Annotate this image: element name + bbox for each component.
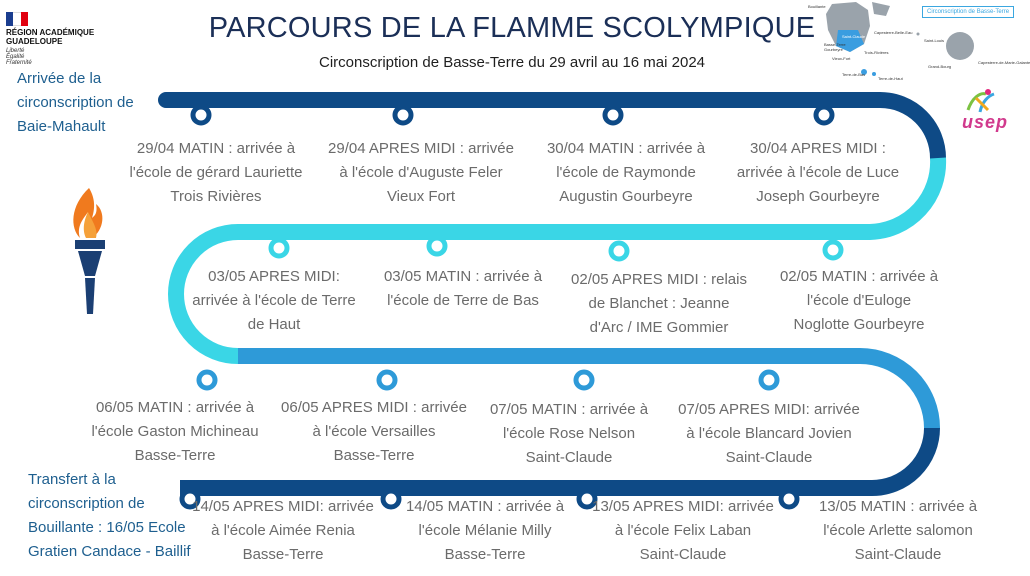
stop-line: d'Arc / IME Gommier xyxy=(589,319,729,336)
stop-label xyxy=(592,495,774,567)
stop-line: Saint-Claude xyxy=(854,546,942,563)
stop-line: l'école de Terre de Bas xyxy=(387,292,539,309)
start-note-line: Baie-Mahault xyxy=(17,118,106,135)
stop-marker-5 xyxy=(271,240,287,256)
stop-line: 29/04 MATIN : arrivée à xyxy=(136,140,296,157)
stop-line: l'école de gérard Lauriette xyxy=(129,164,303,181)
map-place: Vieux-Fort xyxy=(832,56,851,61)
stop-line: l'école d'Euloge xyxy=(806,292,912,309)
stop-line: à l'école Aimée Renia xyxy=(211,522,355,539)
stop-line: 13/05 APRES MIDI: arrivée xyxy=(592,498,774,515)
stop-line: 07/05 MATIN : arrivée à xyxy=(489,401,649,418)
stop-line: 02/05 APRES MIDI : relais xyxy=(571,271,747,288)
french-flag-icon xyxy=(6,12,28,26)
map-place: Saint-Claude xyxy=(842,34,866,39)
stop-line: Saint-Claude xyxy=(725,449,813,466)
stop-line: arrivée à l'école de Luce xyxy=(736,164,900,181)
usep-wordmark: usep xyxy=(962,112,1009,132)
stop-line: l'école Gaston Michineau xyxy=(91,423,259,440)
stop-line: à l'école Versailles xyxy=(312,423,436,440)
motto-liberte: Liberté xyxy=(6,48,25,54)
stop-marker-14 xyxy=(383,491,399,507)
stop-line: Basse-Terre xyxy=(242,546,324,563)
stop-line: 06/05 APRES MIDI : arrivée xyxy=(281,399,467,416)
page-subtitle: Circonscription de Basse-Terre du 29 avril au 16 mai 2024 xyxy=(318,54,706,71)
map-place: Gourbeyre xyxy=(824,47,843,52)
stop-marker-4 xyxy=(816,107,832,123)
stop-label xyxy=(281,396,467,468)
stop-label xyxy=(547,137,705,209)
stop-line: arrivée à l'école de Terre xyxy=(192,292,356,309)
stop-label xyxy=(192,265,356,337)
stop-marker-7 xyxy=(611,243,627,259)
stop-line: l'école Arlette salomon xyxy=(823,522,973,539)
stop-line: 03/05 APRES MIDI: xyxy=(208,268,340,285)
stop-line: 30/04 MATIN : arrivée à xyxy=(546,140,706,157)
stop-line: 14/05 MATIN : arrivée à xyxy=(405,498,565,515)
map-place: Trois-Rivières xyxy=(864,50,889,55)
stop-label xyxy=(780,265,938,337)
end-note xyxy=(28,468,191,564)
stop-label xyxy=(384,265,542,313)
stop-line: à l'école Blancard Jovien xyxy=(686,425,852,442)
page-title: PARCOURS DE LA FLAMME SCOLYMPIQUE xyxy=(208,12,816,44)
circonscription-map xyxy=(806,0,1030,92)
stop-line: 29/04 APRES MIDI : arrivée xyxy=(328,140,514,157)
stop-line: de Haut xyxy=(247,316,301,333)
stop-marker-6 xyxy=(429,238,445,254)
end-note-line: Bouillante : 16/05 Ecole xyxy=(28,519,186,536)
map-place: Capesterre-Belle-Eau xyxy=(874,30,913,35)
map-place: Terre-de-Haut xyxy=(878,76,903,81)
stop-label xyxy=(678,398,860,470)
stop-label xyxy=(737,137,899,209)
map-legend: Circonscription de Basse-Terre xyxy=(922,6,1014,18)
stop-line: Basse-Terre xyxy=(134,447,216,464)
stop-marker-3 xyxy=(605,107,621,123)
stop-line: Joseph Gourbeyre xyxy=(756,188,880,205)
end-note-line: Transfert à la xyxy=(28,471,116,488)
map-place: Grand-Bourg xyxy=(928,64,952,69)
map-place: Terre-de-Bas xyxy=(842,72,866,77)
stop-marker-9 xyxy=(199,372,215,388)
map-place: Bouillante xyxy=(808,4,826,9)
stop-line: 02/05 MATIN : arrivée à xyxy=(779,268,939,285)
region-name-line2: GUADELOUPE xyxy=(6,37,63,46)
usep-logo xyxy=(958,88,1024,148)
stop-marker-1 xyxy=(193,107,209,123)
stop-line: à l'école d'Auguste Feler xyxy=(339,164,503,181)
stop-label xyxy=(192,495,374,567)
torch-icon xyxy=(73,188,105,314)
stop-line: l'école Mélanie Milly xyxy=(418,522,552,539)
start-note xyxy=(17,67,134,139)
stop-line: Trois Rivières xyxy=(170,188,262,205)
end-note-line: circonscription de xyxy=(28,495,145,512)
stop-line: de Blanchet : Jeanne xyxy=(588,295,730,312)
region-logo xyxy=(6,12,116,66)
stop-line: 14/05 APRES MIDI: arrivée xyxy=(192,498,374,515)
stop-label xyxy=(91,396,258,468)
stop-line: Basse-Terre xyxy=(333,447,415,464)
stop-marker-11 xyxy=(576,372,592,388)
map-place: Capesterre-de-Marie-Galante xyxy=(978,60,1030,65)
map-place: Saint-Louis xyxy=(924,38,945,43)
map-place: Basse-Terre xyxy=(824,42,846,47)
stop-marker-2 xyxy=(395,107,411,123)
region-name-line1: RÉGION ACADÉMIQUE xyxy=(6,28,95,37)
stop-line: Basse-Terre xyxy=(444,546,526,563)
stop-marker-10 xyxy=(379,372,395,388)
stop-label xyxy=(406,495,564,567)
motto-egalite: Égalité xyxy=(6,54,25,60)
stop-line: 07/05 APRES MIDI: arrivée xyxy=(678,401,860,418)
stop-line: Vieux Fort xyxy=(386,188,456,205)
start-note-line: circonscription de xyxy=(17,94,134,111)
stop-label xyxy=(571,268,747,340)
end-note-line: Gratien Candace - Baillif xyxy=(28,543,191,560)
stop-line: l'école Rose Nelson xyxy=(502,425,636,442)
motto-fraternite: Fraternité xyxy=(6,60,32,66)
stop-line: 03/05 MATIN : arrivée à xyxy=(383,268,543,285)
stop-line: 13/05 MATIN : arrivée à xyxy=(818,498,978,515)
stop-label xyxy=(130,137,303,209)
stop-line: l'école de Raymonde xyxy=(556,164,696,181)
stop-line: Noglotte Gourbeyre xyxy=(793,316,925,333)
stop-line: 06/05 MATIN : arrivée à xyxy=(95,399,255,416)
stop-label xyxy=(328,137,514,209)
stop-label xyxy=(819,495,977,567)
stop-marker-8 xyxy=(825,242,841,258)
stop-line: Saint-Claude xyxy=(525,449,613,466)
start-note-line: Arrivée de la xyxy=(17,70,102,87)
stop-line: Augustin Gourbeyre xyxy=(559,188,693,205)
stop-line: Saint-Claude xyxy=(639,546,727,563)
stop-marker-12 xyxy=(761,372,777,388)
stop-label xyxy=(490,398,648,470)
stop-line: 30/04 APRES MIDI : xyxy=(750,140,886,157)
stop-line: à l'école Felix Laban xyxy=(614,522,752,539)
stop-marker-16 xyxy=(781,491,797,507)
